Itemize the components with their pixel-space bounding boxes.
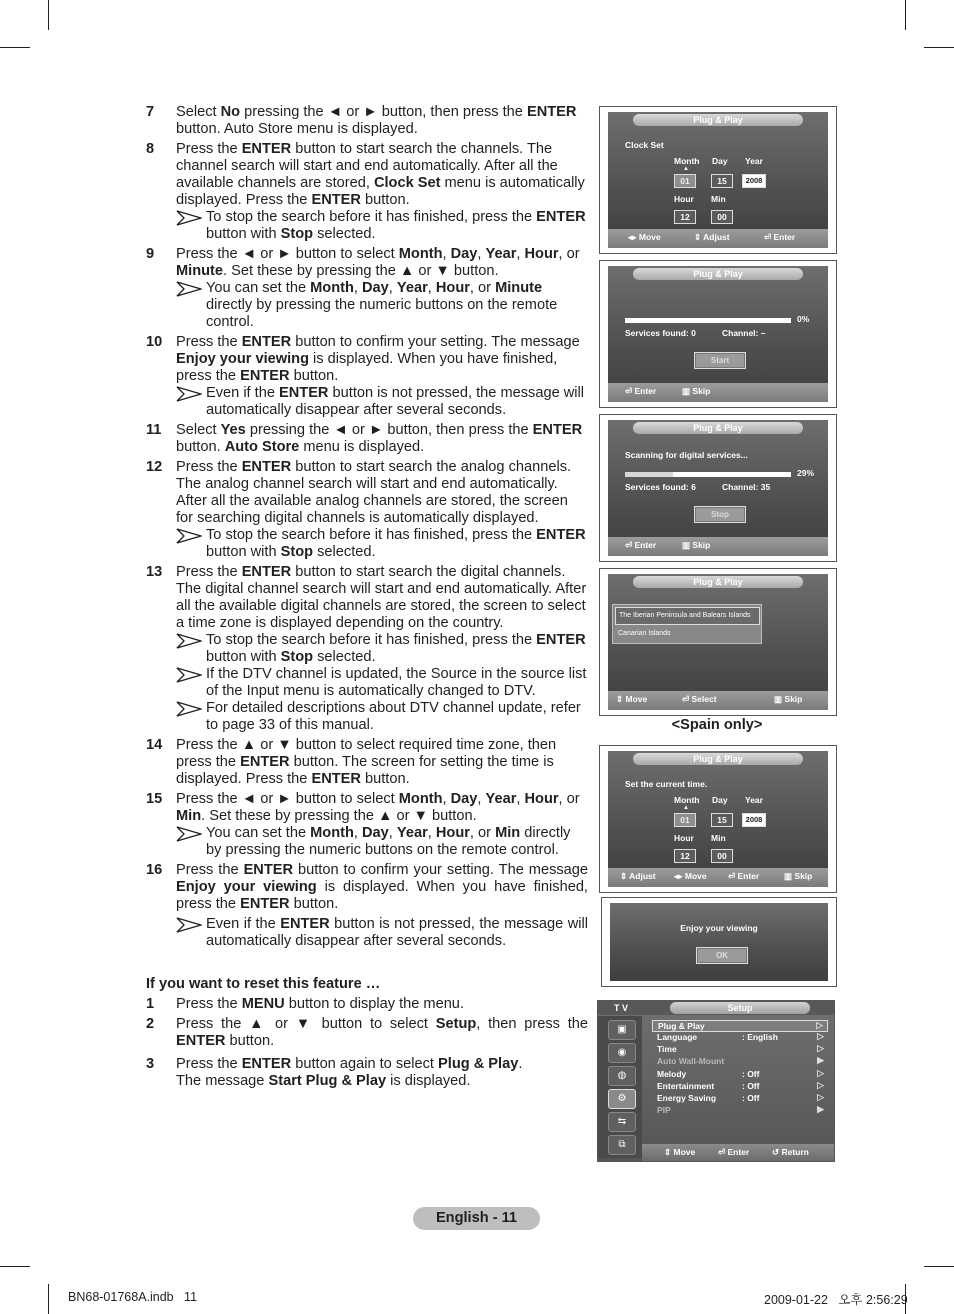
move-hint: ◂▸ Move	[628, 232, 661, 242]
screen-search-progress	[599, 414, 837, 562]
channel-label: Channel: 35	[722, 482, 771, 492]
hour-field[interactable]: 12	[674, 210, 696, 224]
arrow-right-icon: ▷	[817, 1031, 824, 1041]
return-hint: ↺ Return	[772, 1147, 809, 1157]
enter-hint: ⏎ Enter	[625, 540, 657, 550]
start-button[interactable]: Start	[694, 352, 746, 369]
note: To stop the search before it has finished, press the ENTER button with Stop selected.	[176, 527, 588, 561]
enter-icon: ⏎	[728, 871, 738, 881]
year-label: Year	[745, 795, 763, 805]
skip-icon: ▥	[774, 694, 785, 704]
progress-label: 0%	[797, 314, 810, 324]
crop-mark	[905, 0, 906, 30]
min-label: Min	[711, 194, 726, 204]
skip-icon: ▥	[784, 871, 795, 881]
channel-icon[interactable]: ◍	[608, 1066, 636, 1086]
screen-panel	[608, 751, 828, 887]
scanning-label: Scanning for digital services...	[625, 450, 748, 460]
region-list	[612, 604, 762, 644]
setup-row-energy-saving[interactable]: Energy Saving : Off ▷	[657, 1091, 824, 1103]
step-number: 13	[146, 564, 163, 580]
step-number: 8	[146, 141, 155, 157]
up-down-icon: ⇕	[694, 232, 704, 242]
return-icon: ↺	[772, 1147, 782, 1157]
reset-section-title: If you want to reset this feature …	[146, 976, 381, 992]
setup-row-entertainment[interactable]: Entertainment : Off ▷	[657, 1079, 824, 1091]
set-time-label: Set the current time.	[625, 779, 708, 789]
step-number: 16	[146, 862, 163, 878]
month-field[interactable]: 01	[674, 174, 696, 188]
up-down-icon: ⇕	[616, 694, 626, 704]
step-number: 1	[146, 996, 155, 1012]
screen-time-zone	[599, 568, 837, 716]
step-number: 3	[146, 1056, 155, 1072]
note: You can set the Month, Day, Year, Hour, or Min directly by pressing the numeric buttons on the remote control.	[176, 825, 588, 859]
up-arrow-icon: ▲	[683, 805, 689, 811]
year-field[interactable]: 2008	[742, 813, 766, 827]
crop-mark	[924, 1266, 954, 1267]
arrow-right-icon: ▷	[817, 1079, 824, 1090]
crop-mark	[924, 47, 954, 48]
arrow-right-icon: ▷	[817, 1043, 824, 1054]
enter-hint: ⏎ Enter	[764, 232, 796, 242]
setup-header	[598, 1001, 834, 1015]
min-label: Min	[711, 833, 726, 843]
setup-rows	[652, 1020, 828, 1117]
setup-row-pip: PIP ▶	[657, 1104, 824, 1116]
screen-title: Plug & Play	[633, 422, 803, 434]
channel-label: Channel: –	[722, 328, 766, 338]
left-right-icon: ◂▸	[628, 232, 639, 242]
step-number: 10	[146, 334, 163, 350]
note-arrow-icon	[176, 633, 202, 649]
setup-nav-bar	[642, 1144, 834, 1161]
min-field[interactable]: 00	[711, 210, 733, 224]
screen-search-start	[599, 260, 837, 408]
sound-icon[interactable]: ◉	[608, 1043, 636, 1063]
step-number: 14	[146, 737, 163, 753]
footer-file-info: BN68-01768A.indb 11	[68, 1290, 198, 1304]
note-arrow-icon	[176, 386, 202, 402]
setup-title: Setup	[670, 1002, 810, 1014]
up-down-icon: ⇕	[664, 1147, 674, 1157]
screen-panel	[608, 112, 828, 248]
screen-panel	[608, 266, 828, 402]
month-label: Month	[674, 156, 700, 166]
step-10: 10 Press the ENTER button to confirm your setting. The message Enjoy your viewing is displayed. When you have finished, press the ENTER button. Even if the ENTER button is not pressed, the message will automatically disappear after several seconds.	[146, 334, 588, 419]
screen-nav-bar	[608, 229, 828, 248]
enter-icon: ⏎	[625, 386, 635, 396]
screen-nav-bar	[608, 691, 828, 710]
reset-step-3: 3 Press the ENTER button again to select Plug & Play. The message Start Plug & Play is displayed.	[146, 1056, 523, 1089]
setup-row-plug-play[interactable]: Plug & Play ▷	[652, 1020, 828, 1032]
step-14: 14 Press the ▲ or ▼ button to select required time zone, then press the ENTER button. The screen for setting the time is displayed. Press the ENTER button.	[146, 737, 557, 787]
reset-step-1: 1 Press the MENU button to display the menu.	[146, 996, 464, 1012]
adjust-hint: ⇕ Adjust	[620, 871, 656, 881]
enter-icon: ⏎	[625, 540, 635, 550]
note: You can set the Month, Day, Year, Hour, or Minute directly by pressing the numeric buttons on the remote control.	[176, 280, 588, 331]
step-7: 7 Select No pressing the ◄ or ► button, then press the ENTER button. Auto Store menu is displayed.	[146, 104, 577, 137]
step-9: 9 Press the ◄ or ► button to select Month, Day, Year, Hour, or Minute. Set these by pressing the ▲ or ▼ button. You can set the Month, Day, Year, Hour, or Minute directly by pressing the numeric buttons on the remote control.	[146, 246, 588, 331]
crop-mark	[0, 47, 30, 48]
step-number: 9	[146, 246, 155, 262]
screen-panel	[608, 420, 828, 556]
note: To stop the search before it has finished, press the ENTER button with Stop selected.	[176, 209, 588, 243]
adjust-hint: ⇕ Adjust	[694, 232, 730, 242]
reset-steps	[146, 996, 588, 1093]
progress-label: 29%	[797, 468, 815, 478]
note-arrow-icon	[176, 528, 202, 544]
pip-icon[interactable]: ⧉	[608, 1135, 636, 1155]
setup-row-language[interactable]: Language : English ▷	[657, 1031, 824, 1042]
enjoy-message: Enjoy your viewing	[680, 923, 758, 933]
move-hint: ⇕ Move	[664, 1147, 696, 1157]
arrow-right-icon: ▶	[817, 1055, 824, 1066]
setup-menu-screen	[597, 1000, 835, 1162]
left-right-icon: ◂▸	[674, 871, 685, 881]
arrow-right-icon: ▷	[816, 1020, 823, 1030]
screen-set-time	[599, 745, 837, 893]
select-hint: ⏎ Select	[682, 694, 717, 704]
input-icon[interactable]: ⇆	[608, 1112, 636, 1132]
step-12: 12 Press the ENTER button to start search the analog channels. The analog channel search will start and end automatically. After all the available analog channels are stored, the screen for searching digital channels is automatically displayed. To stop the search before it has finished, press the ENTER button with Stop selected.	[146, 459, 588, 561]
screen-clock-set	[599, 106, 837, 254]
region-item[interactable]: Canarian Islands	[618, 630, 671, 637]
month-label: Month	[674, 795, 700, 805]
setup-icon-column	[598, 1016, 642, 1158]
skip-icon: ▥	[682, 386, 693, 396]
setup-row-time[interactable]: Time ▷	[657, 1043, 824, 1055]
hour-label: Hour	[674, 194, 694, 204]
setup-row-auto-wall-mount: Auto Wall-Mount ▶	[657, 1055, 824, 1067]
skip-hint: ▥ Skip	[784, 871, 813, 881]
crop-mark	[0, 1266, 30, 1267]
skip-hint: ▥ Skip	[682, 386, 711, 396]
progress-bar	[625, 318, 791, 323]
progress-fill	[625, 472, 673, 477]
step-16: 16 Press the ENTER button to confirm your setting. The message Enjoy your viewing is displayed. When you have finished, press the ENTER button. Even if the ENTER button is not pressed, the message will automatically disappear after several seconds.	[146, 862, 589, 949]
arrow-right-icon: ▷	[817, 1067, 824, 1078]
note-arrow-icon	[176, 826, 202, 842]
enter-icon: ⏎	[682, 694, 692, 704]
region-item[interactable]: The Iberian Peninsula and Balears Islands	[615, 607, 760, 625]
crop-mark	[48, 0, 49, 30]
picture-icon[interactable]: ▣	[608, 1020, 636, 1040]
arrow-right-icon: ▶	[817, 1104, 824, 1115]
screen-title: Plug & Play	[633, 268, 803, 280]
enter-icon: ⏎	[764, 232, 774, 242]
crop-mark	[48, 1284, 49, 1314]
day-field[interactable]: 15	[711, 813, 733, 827]
move-hint: ⇕ Move	[616, 694, 648, 704]
ok-button[interactable]: OK	[696, 947, 748, 964]
screen-panel	[608, 574, 828, 710]
enter-hint: ⏎ Enter	[728, 871, 760, 881]
move-hint: ◂▸ Move	[674, 871, 707, 881]
stop-button[interactable]: Stop	[694, 506, 746, 523]
day-label: Day	[712, 156, 728, 166]
note: For detailed descriptions about DTV channel update, refer to page 33 of this manual.	[176, 700, 588, 734]
min-field[interactable]: 00	[711, 849, 733, 863]
note: Even if the ENTER button is not pressed, the message will automatically disappear after several seconds.	[176, 385, 588, 419]
clock-set-label: Clock Set	[625, 140, 664, 150]
screen-nav-bar	[608, 383, 828, 402]
note-arrow-icon	[176, 917, 202, 933]
day-label: Day	[712, 795, 728, 805]
footer-timestamp: 2009-01-22 오후 2:56:29	[764, 1293, 908, 1307]
up-down-icon: ⇕	[620, 871, 630, 881]
enter-hint: ⏎ Enter	[625, 386, 657, 396]
screen-title: Plug & Play	[633, 114, 803, 126]
skip-hint: ▥ Skip	[682, 540, 711, 550]
step-11: 11 Select Yes pressing the ◄ or ► button, then press the ENTER button. Auto Store menu is displayed.	[146, 422, 583, 455]
step-15: 15 Press the ◄ or ► button to select Month, Day, Year, Hour, or Min. Set these by pressing the ▲ or ▼ button. You can set the Month, Day, Year, Hour, or Min directly by pressing the numeric buttons on the remote control.	[146, 791, 588, 859]
services-found: Services found: 0	[625, 328, 696, 338]
tv-label: T V	[614, 1003, 629, 1013]
enter-icon: ⏎	[718, 1147, 728, 1157]
up-arrow-icon: ▲	[683, 166, 689, 172]
setup-icon[interactable]: ⚙	[608, 1089, 636, 1109]
note-arrow-icon	[176, 701, 202, 717]
progress-bar	[625, 472, 791, 477]
day-field[interactable]: 15	[711, 174, 733, 188]
step-8: 8 Press the ENTER button to start search the channels. The channel search will start and end automatically. After all the available channels are stored, Clock Set menu is automatically displayed. Press the ENTER button. To stop the search before it has finished, press the ENTER button with Stop selected.	[146, 141, 588, 243]
step-number: 11	[146, 422, 162, 438]
step-number: 2	[146, 1016, 155, 1032]
note-arrow-icon	[176, 667, 202, 683]
step-13: 13 Press the ENTER button to start search the digital channels. The digital channel search will start and end automatically. After all the available digital channels are stored, the screen to select a time zone is displayed depending on the country. To stop the search before it has finished, press the ENTER button with Stop selected. If the DTV channel is updated, the Source in the source list of the Input menu is automatically changed to DTV. For detailed descriptions about DTV channel update, refer to page 33 of this manual.	[146, 564, 587, 733]
services-found: Services found: 6	[625, 482, 696, 492]
step-number: 15	[146, 791, 163, 807]
note-arrow-icon	[176, 281, 202, 297]
enter-hint: ⏎ Enter	[718, 1147, 750, 1157]
year-field[interactable]: 2008	[742, 174, 766, 188]
note: Even if the ENTER button is not pressed, the message will automatically disappear after several seconds.	[176, 916, 588, 950]
month-field[interactable]: 01	[674, 813, 696, 827]
reset-step-2: 2 Press the ▲ or ▼ button to select Setup, then press the ENTER button.	[146, 1016, 588, 1049]
skip-hint: ▥ Skip	[774, 694, 803, 704]
skip-icon: ▥	[682, 540, 693, 550]
page-number-badge: English - 11	[413, 1207, 540, 1230]
note-arrow-icon	[176, 210, 202, 226]
setup-row-melody[interactable]: Melody : Off ▷	[657, 1067, 824, 1079]
hour-field[interactable]: 12	[674, 849, 696, 863]
note: To stop the search before it has finished, press the ENTER button with Stop selected.	[176, 632, 588, 666]
arrow-right-icon: ▷	[817, 1091, 824, 1102]
year-label: Year	[745, 156, 763, 166]
screen-panel	[610, 903, 828, 981]
instruction-steps	[146, 104, 588, 953]
step-number: 12	[146, 459, 163, 475]
screen-title: Plug & Play	[633, 753, 803, 765]
hour-label: Hour	[674, 833, 694, 843]
step-number: 7	[146, 104, 155, 120]
screen-title: Plug & Play	[633, 576, 803, 588]
screen-nav-bar	[608, 868, 828, 887]
note: If the DTV channel is updated, the Source in the source list of the Input menu is automatically changed to DTV.	[176, 666, 588, 700]
spain-only-caption: <Spain only>	[671, 717, 763, 733]
screen-nav-bar	[608, 537, 828, 556]
screen-enjoy-viewing	[601, 897, 837, 987]
